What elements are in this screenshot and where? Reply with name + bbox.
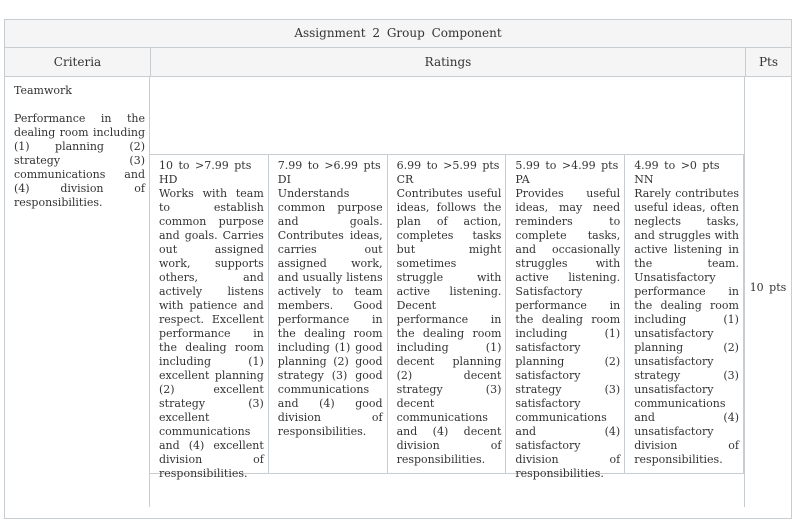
header-row — [5, 48, 791, 77]
rating-code: DI — [277, 173, 291, 186]
criterion-row — [5, 77, 791, 507]
ratings-cell — [150, 77, 745, 507]
rating-range: 10 to >7.99 pts — [159, 159, 252, 172]
rating-range: 7.99 to >6.99 pts — [277, 159, 381, 172]
ratings-list — [150, 154, 744, 480]
rating-cr — [388, 155, 507, 473]
rating-code: PA — [515, 173, 530, 186]
rubric-table — [4, 19, 792, 519]
rating-code: CR — [396, 173, 414, 186]
rating-range: 6.99 to >5.99 pts — [396, 159, 500, 172]
rating-code: HD — [159, 173, 178, 186]
rating-code: NN — [634, 173, 654, 186]
rating-description: Understands common purpose and goals. Contributes ideas, carries out assigned work, and usually listens actively to team members. Good performance in the dealing room including (1) good planning (2) good strategy (3) good communications and (4) good division of responsibilities. — [277, 187, 383, 438]
rating-description: Contributes useful ideas, follows the plan of action, completes tasks but might sometimes struggle with active listening. Decent performance in the dealing room including (1) decent planning (2) decent strategy (3) decent communications and (4) decent division of responsibilities. — [396, 187, 502, 466]
rating-range: 4.99 to >0 pts — [634, 159, 720, 172]
criterion-description: Performance in the dealing room including (1) planning (2) strategy (3) communications and (4) division of responsibilities. — [14, 112, 145, 209]
header-pts: Pts — [758, 55, 779, 69]
points-cell: 10 pts — [749, 280, 787, 294]
header-criteria: Criteria — [5, 48, 151, 76]
rating-di — [269, 155, 388, 473]
rating-description: Provides useful ideas, may need reminders to complete tasks, and occasionally struggles with active listening. Satisfactory performance in the dealing room including (1) satisfactory planning (2) satisfactory strategy (3) satisfactory communications and (4) satisfactory division of responsibilities. — [515, 187, 621, 480]
rating-description: Works with team to establish common purpose and goals. Carries out assigned work, supports others, and actively listens with patience and respect. Excellent performance in the dealing room including (1) excellent planning (2) excellent strategy (3) excellent communications and (4) excellent division of responsibilities. — [159, 187, 264, 480]
header-ratings: Ratings — [151, 48, 746, 76]
criterion-cell — [5, 77, 150, 507]
table-caption: Assignment 2 Group Component — [5, 20, 791, 48]
rating-range: 5.99 to >4.99 pts — [515, 159, 619, 172]
rating-pa — [506, 155, 625, 480]
criterion-title: Teamwork — [14, 84, 72, 97]
rating-description: Rarely contributes useful ideas, often neglects tasks, and struggles with active listening in the team. Unsatisfactory performance in the dealing room including (1) unsatisfactory planning (2) unsatisfactory strategy (3) unsatisfactory communications and (4) unsatisfactory division of responsibilities. — [634, 187, 739, 466]
rating-nn — [625, 155, 744, 473]
rating-hd — [150, 155, 269, 480]
